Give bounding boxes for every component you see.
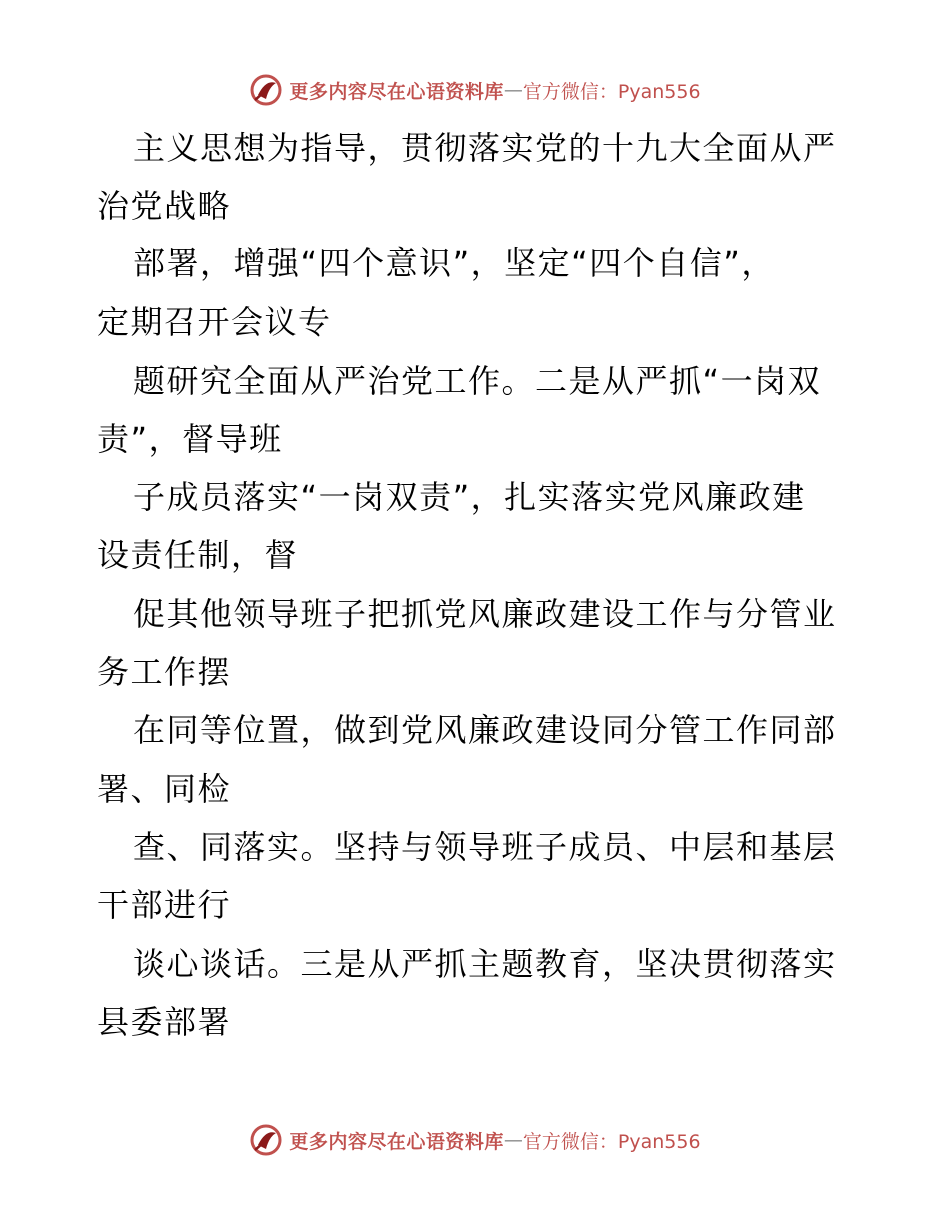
footer-banner (0, 1120, 950, 1160)
banner-separator: — (503, 79, 523, 101)
body-line: 设责任制，督 (97, 536, 299, 574)
body-line: 促其他领导班子把抓党风廉政建设工作与分管业 (133, 595, 837, 633)
header-banner (0, 70, 950, 110)
body-line: 干部进行 (97, 886, 232, 924)
body-line: 查、同落实。坚持与领导班子成员、中层和基层 (133, 828, 837, 866)
banner-sub-text: 官方微信：Pyan556 (522, 80, 701, 103)
banner-sub-text: 官方微信：Pyan556 (522, 1130, 701, 1153)
body-line: 部署，增强“四个意识”，坚定“四个自信”， (133, 244, 775, 282)
banner-main-text: 更多内容尽在心语资料库 (289, 1130, 504, 1153)
body-line: 主义思想为指导，贯彻落实党的十九大全面从严 (133, 129, 837, 167)
body-line: 题研究全面从严治党工作。二是从严抓“一岗双 (133, 362, 822, 400)
brand-logo-icon (249, 73, 283, 107)
body-line: 子成员落实“一岗双责”，扎实落实党风廉政建 (133, 478, 806, 516)
banner-main-text: 更多内容尽在心语资料库 (289, 80, 504, 103)
body-line: 谈心谈话。三是从严抓主题教育，坚决贯彻落实 (133, 945, 837, 983)
body-line: 定期召开会议专 (97, 303, 332, 341)
body-line: 务工作摆 (97, 653, 232, 691)
body-line: 县委部署 (97, 1003, 232, 1041)
brand-logo-icon (249, 1123, 283, 1157)
body-line: 责”，督导班 (97, 420, 283, 458)
banner-separator: — (503, 1129, 523, 1151)
body-line: 在同等位置，做到党风廉政建设同分管工作同部 (133, 711, 837, 749)
body-line: 署、同检 (97, 770, 232, 808)
body-line: 治党战略 (97, 187, 232, 225)
